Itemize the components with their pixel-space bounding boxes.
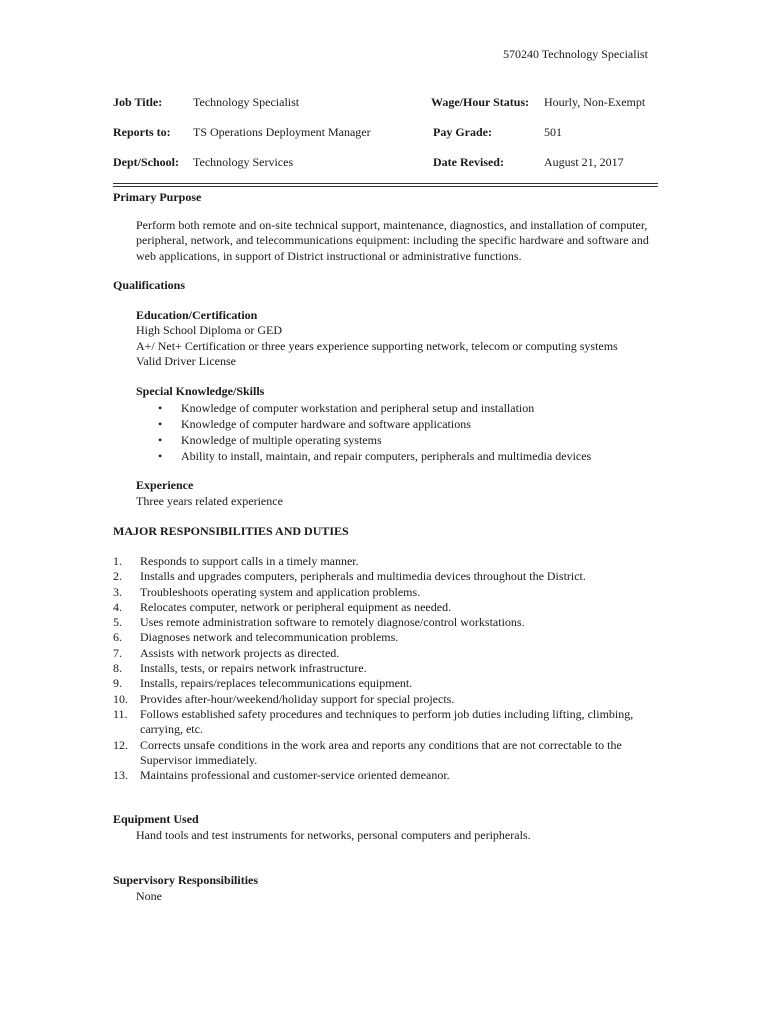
job-title-label: Job Title: [113, 95, 163, 109]
duties-list [113, 554, 663, 783]
education-line: A+/ Net+ Certification or three years experience supporting network, telecom or computing systems [136, 339, 618, 353]
duty-item: 5. Uses remote administration software to remotely diagnose/control workstations. [113, 615, 525, 630]
bullet-icon: • [158, 449, 163, 463]
skill-item: • Knowledge of computer workstation and peripheral setup and installation [158, 401, 535, 415]
supervisory-heading: Supervisory Responsibilities [113, 873, 259, 887]
equipment-heading: Equipment Used [113, 812, 199, 826]
duties-heading: MAJOR RESPONSIBILITIES AND DUTIES [113, 524, 349, 538]
bullet-icon: • [158, 401, 163, 415]
experience-heading: Experience [136, 478, 194, 492]
dept-school-label: Dept/School: [113, 155, 179, 169]
duty-item: 11. Follows established safety procedures and techniques to perform job duties including lifting, climbing, carrying, etc. [113, 706, 634, 737]
pay-grade-value: 501 [544, 125, 562, 139]
duty-item: 8. Installs, tests, or repairs network infrastructure. [113, 661, 367, 676]
skill-item: • Ability to install, maintain, and repair computers, peripherals and multimedia devices [158, 449, 592, 463]
duty-item: 9. Installs, repairs/replaces telecommunications equipment. [113, 676, 413, 691]
skill-item: • Knowledge of multiple operating systems [158, 433, 382, 447]
duty-item: 6. Diagnoses network and telecommunication problems. [113, 630, 399, 645]
reports-to-label: Reports to: [113, 125, 171, 139]
wage-status-label: Wage/Hour Status: [431, 95, 530, 109]
bullet-icon: • [158, 417, 163, 431]
divider-top [113, 183, 658, 184]
date-revised-label: Date Revised: [433, 155, 504, 169]
qualifications-heading: Qualifications [113, 278, 186, 292]
experience-text: Three years related experience [136, 494, 283, 508]
date-revised-value: August 21, 2017 [544, 155, 624, 169]
duty-item: 3. Troubleshoots operating system and application problems. [113, 584, 421, 599]
reports-to-value: TS Operations Deployment Manager [193, 125, 371, 139]
supervisory-text: None [136, 889, 162, 903]
duty-item: 2. Installs and upgrades computers, peripherals and multimedia devices throughout the District. [113, 569, 586, 584]
job-title-value: Technology Specialist [193, 95, 300, 109]
skills-list [136, 400, 591, 464]
education-line: Valid Driver License [136, 354, 236, 368]
duty-item: 10. Provides after-hour/weekend/holiday support for special projects. [113, 691, 455, 706]
education-heading: Education/Certification [136, 308, 258, 322]
bullet-icon: • [158, 433, 163, 447]
document-code: 570240 Technology Specialist [503, 47, 648, 61]
skill-item: • Knowledge of computer hardware and software applications [158, 417, 471, 431]
primary-purpose-heading: Primary Purpose [113, 190, 202, 204]
primary-purpose-text: Perform both remote and on-site technical support, maintenance, diagnostics, and installation of computer, peripheral, network, and telecommunications equipment: including the specific hardware and software and web applications, in support of District instructional or administrative functions. [136, 218, 649, 263]
duty-item: 13. Maintains professional and customer-service oriented demeanor. [113, 768, 450, 783]
dept-school-value: Technology Services [193, 155, 294, 169]
duty-item: 12. Corrects unsafe conditions in the work area and reports any conditions that are not correctable to the Supervisor immediately. [113, 737, 622, 767]
duty-item: 1. Responds to support calls in a timely manner. [113, 554, 359, 568]
pay-grade-label: Pay Grade: [433, 125, 492, 139]
duty-item: 4. Relocates computer, network or peripheral equipment as needed. [113, 599, 452, 614]
divider-bottom [113, 186, 658, 187]
education-line: High School Diploma or GED [136, 323, 282, 337]
duty-item: 7. Assists with network projects as directed. [113, 645, 340, 660]
wage-status-value: Hourly, Non-Exempt [544, 95, 646, 109]
equipment-text: Hand tools and test instruments for networks, personal computers and peripherals. [136, 828, 531, 842]
skills-heading: Special Knowledge/Skills [136, 384, 265, 398]
